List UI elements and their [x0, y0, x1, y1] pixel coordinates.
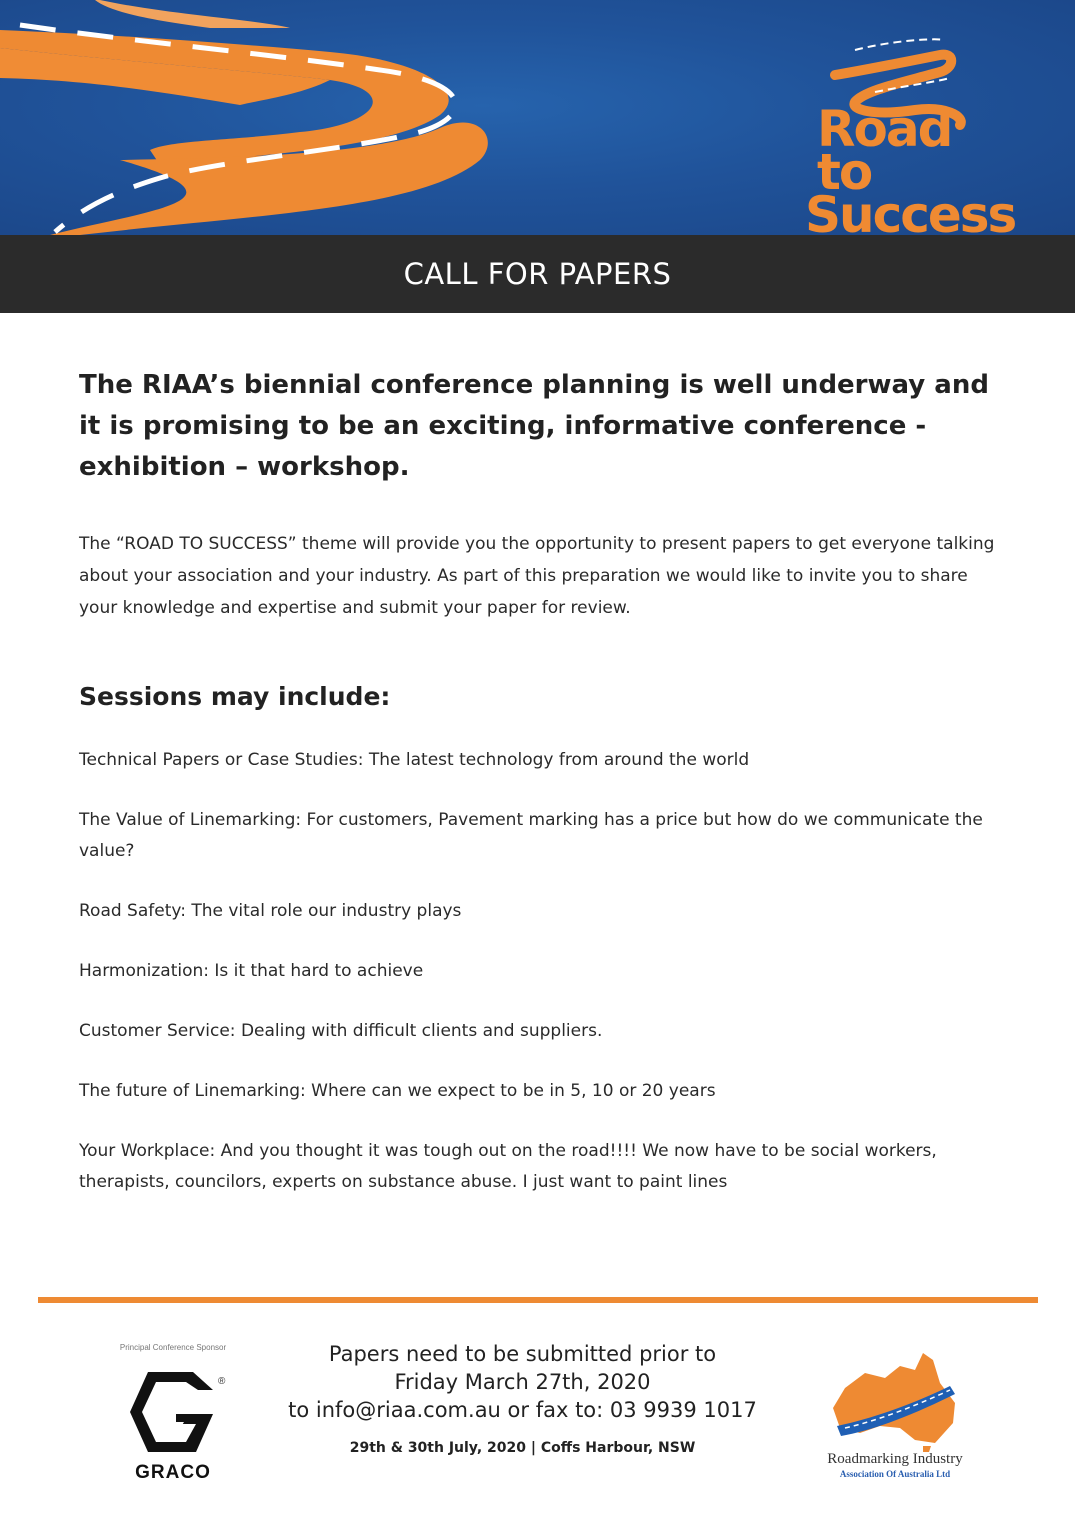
sessions-list — [79, 745, 999, 1198]
sessions-heading: Sessions may include: — [79, 682, 391, 711]
sponsor-label: Principal Conference Sponsor — [119, 1343, 227, 1352]
session-item: Customer Service: Dealing with difficult clients and suppliers. — [79, 1021, 603, 1041]
graco-wordmark: GRACO — [135, 1462, 211, 1483]
headline: The RIAA’s biennial conference planning is well underway and it is promising to be an exciting, informative conference - exhibition – workshop. — [79, 370, 989, 482]
registered-mark: ® — [218, 1376, 226, 1387]
session-item: Harmonization: Is it that hard to achieve — [79, 961, 424, 981]
graco-logo — [118, 1362, 228, 1482]
main-content — [79, 365, 999, 1198]
session-item: Road Safety: The vital role our industry plays — [79, 901, 462, 921]
australia-map-icon — [805, 1348, 985, 1453]
header-banner — [0, 0, 1075, 235]
session-item: Your Workplace: And you thought it was tough out on the road!!!! We now have to be social workers, therapists, councilors, experts on substance abuse. I just want to paint lines — [79, 1141, 937, 1192]
submit-contact: to info@riaa.com.au or fax to: 03 9939 1017 — [288, 1398, 757, 1422]
intro-paragraph: The “ROAD TO SUCCESS” theme will provide you the opportunity to present papers to get everyone talking about your association and your industry. As part of this preparation we would like to invite you to share your knowledge and expertise and submit your paper for review. — [79, 534, 995, 618]
submit-deadline: Friday March 27th, 2020 — [394, 1370, 651, 1394]
logo-line-1: Road to — [817, 100, 952, 201]
submit-line-1: Papers need to be submitted prior to — [328, 1342, 717, 1366]
session-item: Technical Papers or Case Studies: The latest technology from around the world — [79, 750, 750, 770]
road-to-success-logo — [805, 100, 1016, 235]
riaa-logo — [805, 1348, 985, 1488]
session-item: The Value of Linemarking: For customers, Pavement marking has a price but how do we communicate the value? — [79, 810, 983, 861]
footer-divider — [38, 1297, 1038, 1303]
assoc-name: Roadmarking Industry — [827, 1451, 963, 1467]
event-date-location: 29th & 30th July, 2020 | Coffs Harbour, NSW — [349, 1440, 696, 1456]
title-bar — [0, 235, 1075, 313]
graco-g-icon — [118, 1362, 228, 1462]
page-title: CALL FOR PAPERS — [403, 257, 672, 291]
logo-line-2: Success — [805, 186, 1016, 235]
session-item: The future of Linemarking: Where can we expect to be in 5, 10 or 20 years — [79, 1081, 716, 1101]
submission-info — [285, 1340, 760, 1456]
assoc-subtitle: Association Of Australia Ltd — [839, 1469, 951, 1479]
sponsor-block — [98, 1343, 248, 1482]
